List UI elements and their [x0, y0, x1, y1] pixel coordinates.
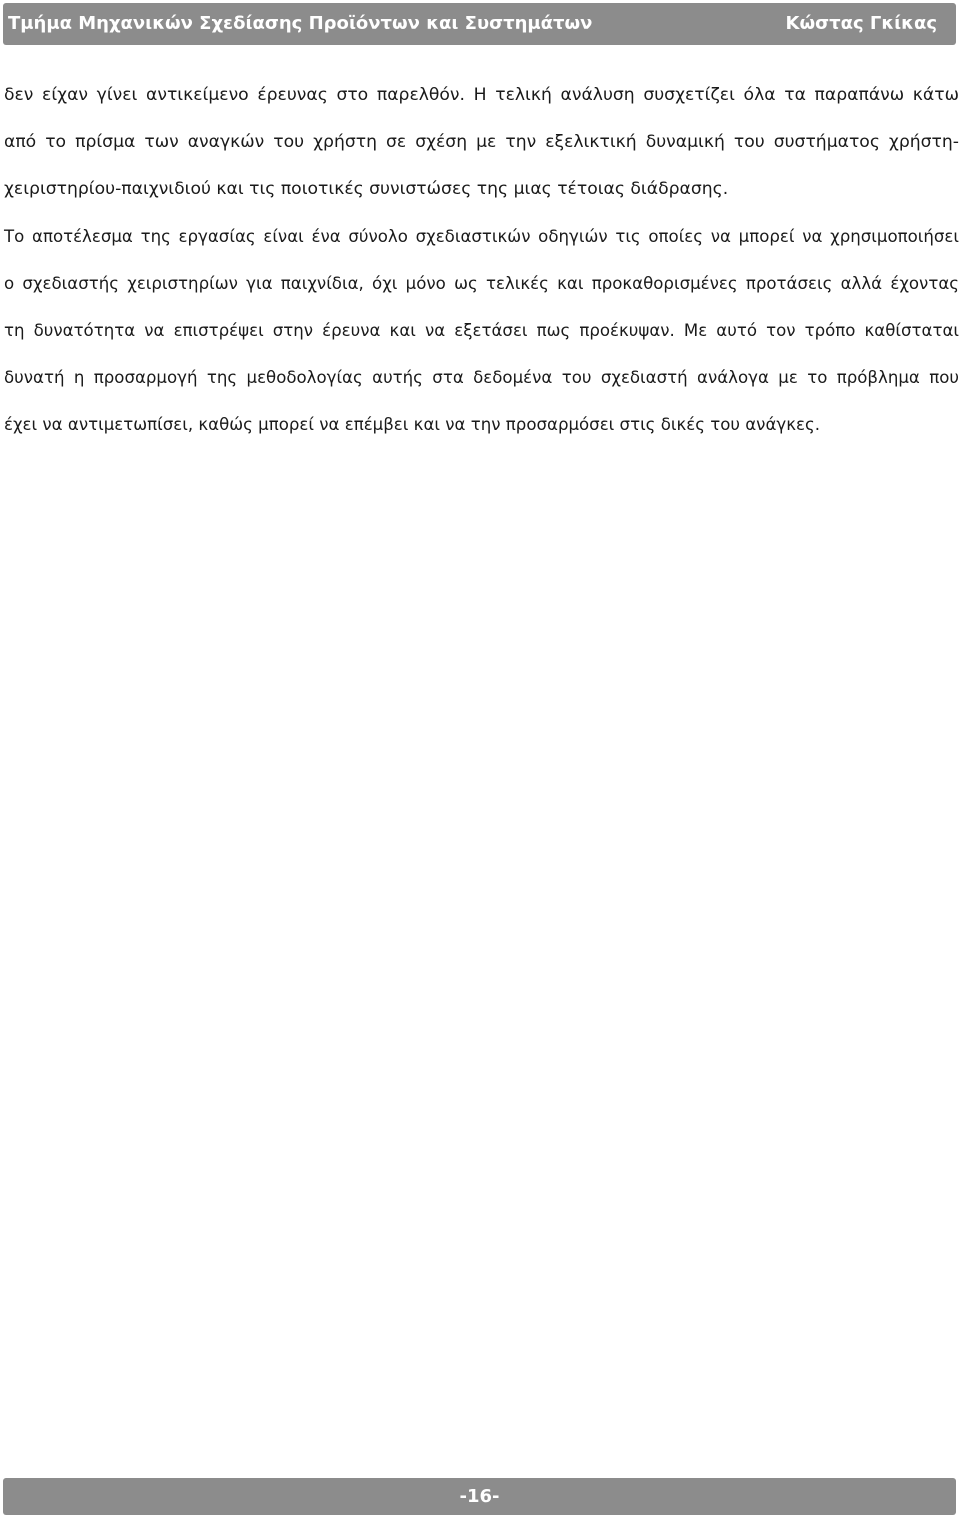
- paragraph-2-line-3: τη δυνατότητα να επιστρέψει στην έρευνα και να εξετάσει πως προέκυψαν. Με αυτό τον τρόπο καθίσταται: [4, 321, 959, 340]
- paragraph-1: [4, 72, 959, 213]
- header-author-name: Κώστας Γκίκας: [785, 13, 937, 34]
- paragraph-2-line-2: ο σχεδιαστής χειριστηρίων για παιχνίδια, όχι μόνο ως τελικές και προκαθορισμένες προτάσεις αλλά έχοντας: [4, 274, 959, 293]
- page-header: [3, 3, 956, 45]
- page-number: -16-: [459, 1486, 500, 1507]
- paragraph-2-line-5: έχει να αντιμετωπίσει, καθώς μπορεί να επέμβει και να την προσαρμόσει στις δικές του ανάγκες.: [4, 415, 820, 434]
- header-department-title: Τμήμα Μηχανικών Σχεδίασης Προϊόντων και Συστημάτων: [8, 13, 593, 34]
- paragraph-1-line-1: δεν είχαν γίνει αντικείμενο έρευνας στο παρελθόν. Η τελική ανάλυση συσχετίζει όλα τα παραπάνω κάτω: [4, 85, 959, 105]
- document-body: [4, 72, 959, 448]
- page-footer: [3, 1478, 956, 1515]
- paragraph-2-line-4: δυνατή η προσαρμογή της μεθοδολογίας αυτής στα δεδομένα του σχεδιαστή ανάλογα με το πρόβλημα που: [4, 368, 959, 387]
- paragraph-1-line-3: χειριστηρίου-παιχνιδιού και τις ποιοτικές συνιστώσες της μιας τέτοιας διάδρασης.: [4, 179, 729, 199]
- paragraph-1-line-2: από το πρίσμα των αναγκών του χρήστη σε σχέση με την εξελικτική δυναμική του συστήματος χρήστη-: [4, 132, 959, 152]
- paragraph-2-line-1: Το αποτέλεσμα της εργασίας είναι ένα σύνολο σχεδιαστικών οδηγιών τις οποίες να μπορεί να χρησιμοποιήσει: [4, 227, 959, 246]
- paragraph-2: [4, 213, 959, 448]
